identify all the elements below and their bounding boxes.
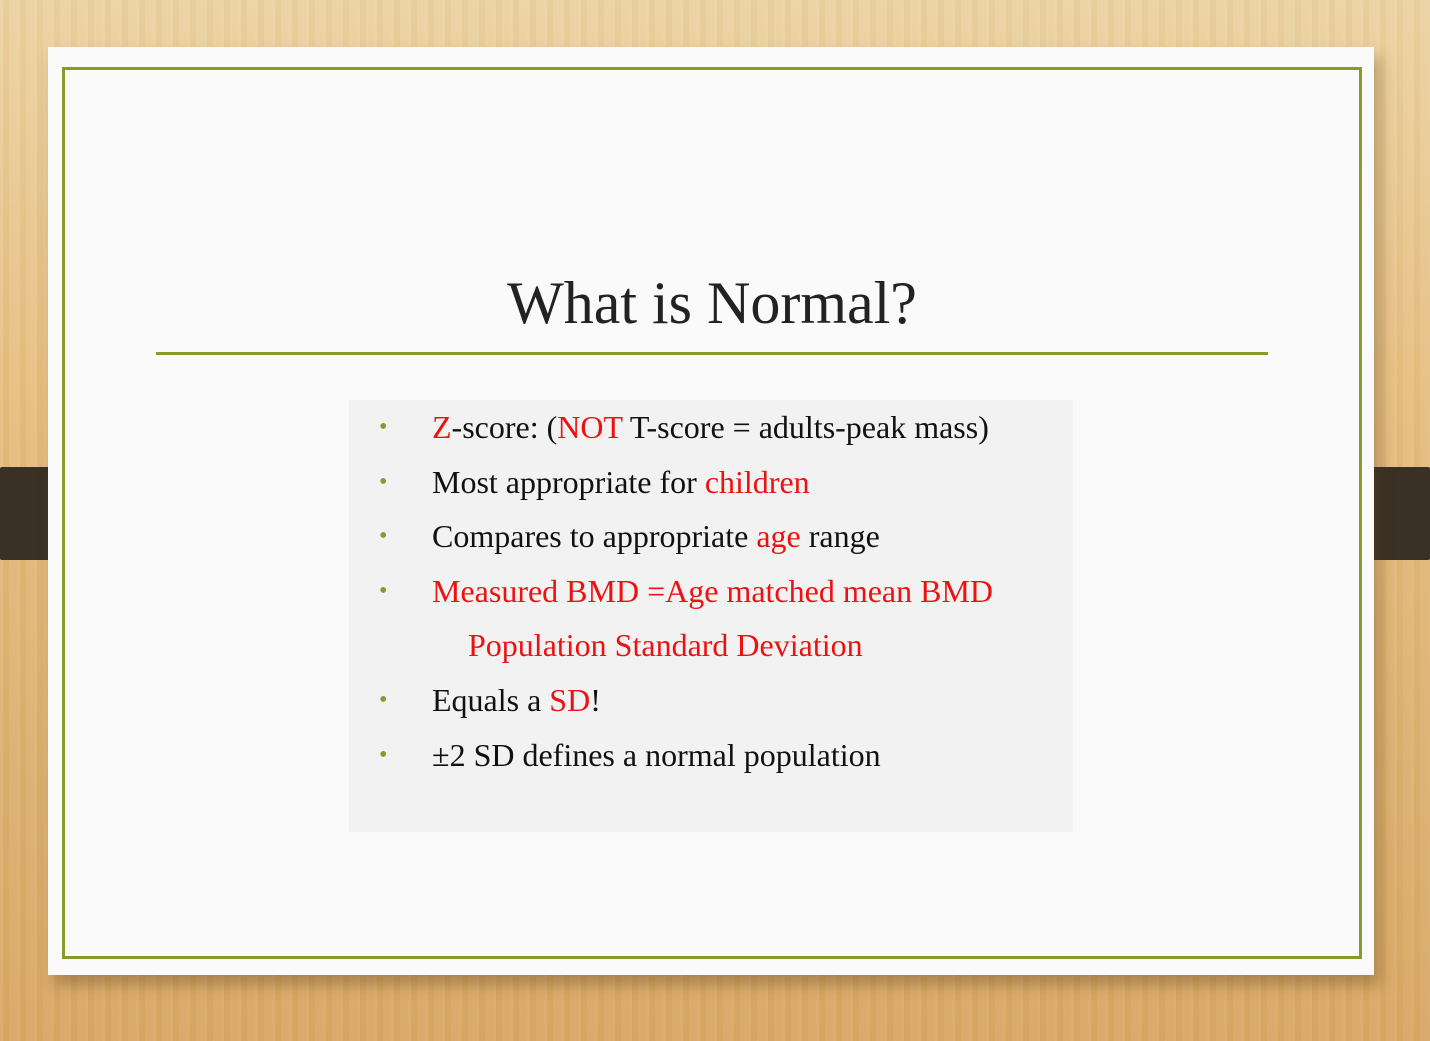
- bullet-item: [349, 677, 1073, 731]
- bullet-dot-icon: •: [379, 687, 388, 713]
- bullet-dot-icon: •: [379, 523, 388, 549]
- bullet-text: Equals a SD!: [432, 682, 601, 718]
- bullet-continuation: [349, 622, 1073, 676]
- bullet-item: [349, 732, 1073, 786]
- bullet-dot-icon: •: [379, 469, 388, 495]
- bullet-text: Z-score: (NOT T-score = adults-peak mass): [432, 409, 989, 445]
- bullet-item: [349, 459, 1073, 513]
- bullet-dot-icon: •: [379, 742, 388, 768]
- bullet-item: [349, 568, 1073, 622]
- bullet-text: Most appropriate for children: [432, 464, 810, 500]
- bullet-text: Compares to appropriate age range: [432, 518, 880, 554]
- bullet-text: Measured BMD =Age matched mean BMD: [432, 573, 994, 609]
- bullet-dot-icon: •: [379, 578, 388, 604]
- bullet-item: [349, 404, 1073, 458]
- bullet-dot-icon: •: [379, 414, 388, 440]
- title-underline: [156, 352, 1268, 355]
- slide-title: What is Normal?: [507, 270, 917, 336]
- content-box: [349, 400, 1073, 832]
- bullet-text: ±2 SD defines a normal population: [432, 737, 881, 773]
- bullet-text: Population Standard Deviation: [468, 627, 863, 663]
- bullet-item: [349, 513, 1073, 567]
